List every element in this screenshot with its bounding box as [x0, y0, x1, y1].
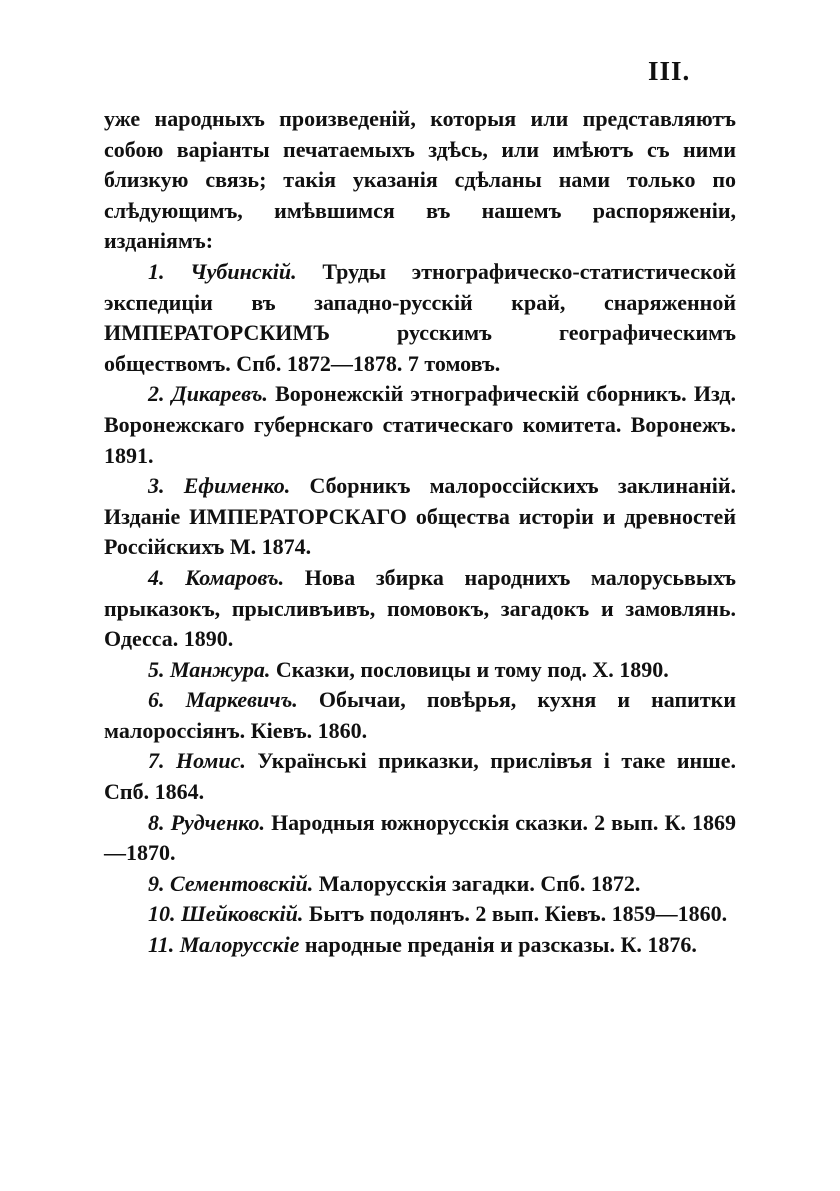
entry-number: 1. [148, 258, 165, 284]
entry-author: Номис. [176, 748, 246, 774]
entry-number: 4. [148, 564, 165, 590]
bibliography-entry [104, 808, 736, 869]
entry-number: 7. [148, 748, 165, 774]
entry-number: 9. [148, 870, 165, 896]
entry-text: Малорусскія загадки. Спб. 1872. [318, 870, 641, 896]
entry-author: Ефименко. [183, 473, 291, 499]
entry-number: 3. [148, 473, 165, 499]
bibliography-entry [104, 257, 736, 379]
bibliography-entry [104, 746, 736, 807]
entry-number: 8. [148, 809, 165, 835]
bibliography-entry [104, 685, 736, 746]
entry-author: Рудченко. [170, 809, 265, 835]
intro-paragraph: уже народныхъ произведеній, которыя или представляютъ собою варіанты печатаемыхъ здѣсь, или имѣютъ съ ними близкую связь; такія указанія сдѣланы нами только по слѣдующимъ, имѣвшимся въ нашемъ распоряженіи, изданіямъ: [104, 106, 736, 254]
entry-text: народные преданія и разсказы. К. 1876. [304, 932, 697, 958]
entry-text: Бытъ подолянъ. 2 вып. Кіевъ. 1859—1860. [308, 901, 728, 927]
entry-text: Обычаи, повѣрья, кухня и напитки малороссіянъ. Кіевъ. 1860. [104, 687, 737, 743]
bibliography-entry [104, 379, 736, 471]
entry-text: Нова збирка народнихъ малорусьвыхъ прыказокъ, прысливъивъ, помовокъ, загадокъ и замовлянь. Одесса. 1890. [104, 564, 737, 652]
entry-text: Сказки, пословицы и тому под. Х. 1890. [275, 656, 669, 682]
entry-author: Манжура. [170, 656, 271, 682]
entry-text: Сборникъ малороссійскихъ заклинаній. Изданіе ИМПЕРАТОРСКАГО общества исторіи и древностей Россійскихъ М. 1874. [104, 473, 736, 560]
bibliography-entry [104, 563, 736, 655]
bibliography-entry [104, 869, 736, 900]
entry-text: Народныя южнорусскія сказки. 2 вып. К. 1869—1870. [104, 809, 736, 866]
entry-text: Українські приказки, прислівъя і таке инше. Спб. 1864. [104, 748, 737, 805]
entry-author: Комаровъ. [185, 564, 285, 590]
entry-number: 10. [148, 901, 176, 927]
entry-text: Воронежскій этнографическій сборникъ. Изд. Воронежскаго губернскаго статическаго комитета. Воронежъ. 1891. [104, 381, 737, 468]
entry-number: 5. [148, 656, 165, 682]
page-number: III. [648, 56, 691, 86]
bibliography-entry [104, 930, 736, 961]
entry-author: Чубинскій. [190, 258, 297, 284]
entry-number: 6. [148, 687, 165, 713]
entry-author: Дикаревъ. [171, 381, 268, 407]
entry-author: Маркевичъ. [185, 687, 298, 713]
entry-number: 2. [148, 381, 165, 407]
entry-text: Труды этнографическо-статистической экспедиціи въ западно-русскій край, снаряженной ИМПЕРАТОРСКИМЪ русскимъ географическимъ обществомъ. Спб. 1872—1878. 7 томовъ. [104, 258, 737, 376]
bibliography-entry [104, 655, 736, 686]
entry-author: Малорусскіе [179, 932, 300, 958]
bibliography-entry [104, 471, 736, 563]
entry-author: Сементовскій. [170, 870, 314, 896]
bibliography-entry [104, 899, 736, 930]
entry-number: 11. [148, 932, 175, 958]
entry-author: Шейковскій. [181, 901, 304, 927]
text-block [104, 104, 736, 961]
